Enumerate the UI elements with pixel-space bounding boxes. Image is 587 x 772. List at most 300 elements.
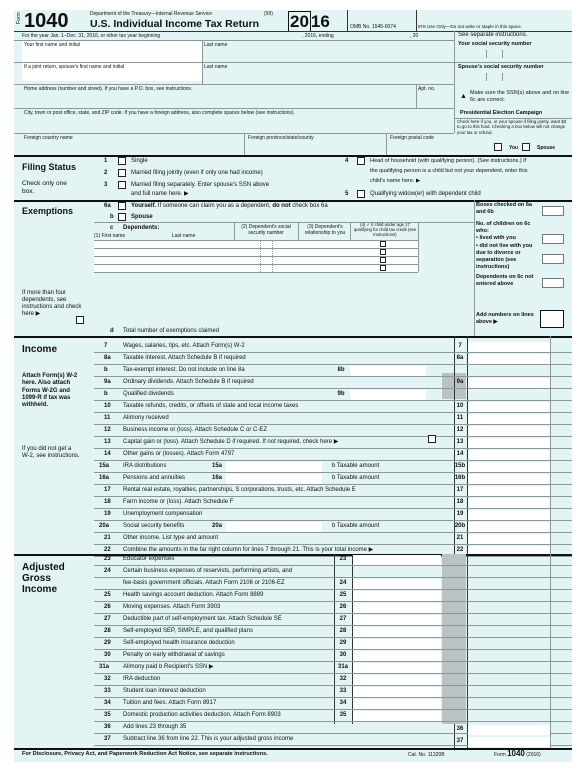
agi-line-amount[interactable] (353, 711, 441, 721)
qw-checkbox[interactable] (357, 190, 365, 198)
agi-row-rule (94, 565, 572, 566)
income-line-text: Combine the amounts in the far right column for lines 7 through 21. This is your total income ▶ (123, 547, 374, 553)
income-line-text: Other income. List type and amount (123, 535, 219, 541)
income-line-text: Wages, salaries, tips, etc. Attach Form(s) W-2 (123, 343, 245, 349)
income-line-amount[interactable] (468, 426, 550, 436)
agi-row-rule (94, 661, 572, 662)
income-line-amount[interactable] (468, 474, 550, 484)
income-mid-amount[interactable] (226, 462, 322, 472)
rule (416, 10, 417, 31)
agi-row-rule (94, 613, 572, 614)
yourself-text (131, 203, 328, 210)
rule (347, 10, 348, 31)
pec-spouse-checkbox[interactable] (522, 143, 530, 151)
income-line-amount[interactable] (468, 522, 550, 532)
rule (550, 554, 551, 748)
tax-year-text: For the year Jan. 1–Dec. 31, 2016, or other tax year beginning (22, 33, 161, 39)
exr-6: Add numbers on lines above ▶ (476, 312, 534, 325)
income-taxable-label: b Taxable amount (332, 475, 380, 481)
rule (550, 336, 551, 554)
income-line-number: 16a (99, 475, 110, 481)
agi-line-number: 37 (104, 736, 111, 742)
agi-line-number: 30 (104, 652, 111, 658)
footer-form-number: 1040 (507, 749, 525, 758)
agi-line-amount[interactable] (353, 675, 441, 685)
agi-row-rule (94, 685, 572, 686)
income-row-rule (94, 508, 572, 509)
income-row-rule (94, 364, 572, 365)
agi-line-ref: 35 (339, 712, 347, 718)
agi-line-ref: 25 (339, 592, 347, 598)
comma-20: , 20 (410, 33, 419, 39)
income-line-number: 11 (104, 415, 111, 421)
agi-line-number: 31a (99, 664, 110, 670)
agi-line-number: 29 (104, 640, 111, 646)
agi-line-text: Domestic production activities deduction. Attach Form 8903 (123, 712, 281, 718)
income-line-text: Pensions and annuities (123, 475, 186, 481)
agi-line-ref: 33 (339, 688, 347, 694)
ex-total-box[interactable] (540, 310, 564, 328)
agi-line-amount[interactable] (353, 555, 441, 565)
spouse-label: Spouse (131, 214, 153, 220)
dep-col1: (1) First name (94, 233, 126, 239)
rule (260, 240, 261, 272)
income-line-ref: 8a (456, 355, 464, 361)
income-line-ref: 22 (456, 547, 464, 553)
dep-col2: (2) Dependent's social security number (241, 224, 291, 236)
income-line-amount[interactable] (468, 462, 550, 472)
agi-line-ref: 28 (339, 628, 347, 634)
dep-child-checkbox[interactable] (380, 241, 386, 247)
line-37-ref: 37 (456, 738, 464, 744)
filing-n3: 3 (104, 182, 108, 188)
omb-number: OMB No. 1545-0074 (350, 24, 396, 30)
agi-row-rule (94, 601, 572, 602)
dep-col4: (4) ✓ if child under age 17 qualifying for child tax credit (see instructions) (353, 222, 417, 237)
income-sub-ref: 8b (337, 367, 345, 373)
address-label: Home address (number and street). If you have a P.O. box, see instructions. (24, 86, 193, 92)
income-line-amount[interactable] (468, 414, 550, 424)
income-line-text: Social security benefits (123, 523, 185, 529)
pec-spouse-label: Spouse (537, 145, 556, 151)
ex-count-other[interactable] (542, 278, 564, 288)
dependent-row[interactable] (94, 257, 418, 264)
spouse-ssn-label: Spouse's social security number (458, 64, 544, 70)
income-line-text: Capital gain or (loss). Attach Schedule D if required. If not required, check here ▶ (123, 439, 339, 445)
income-line-text: Business income or (loss). Attach Schedule C or C-EZ (123, 427, 268, 433)
income-row-rule (94, 460, 572, 461)
exemptions-title: Exemptions (22, 206, 74, 216)
ex-6c: c (110, 225, 114, 231)
agi-title-2: Gross (22, 573, 51, 584)
agi-line-number: 23 (104, 556, 111, 562)
mfs-label-2: and full name here. ▶ (131, 191, 189, 197)
income-line-ref: 7 (458, 343, 462, 349)
rule (467, 554, 468, 748)
income-line-amount[interactable] (468, 510, 550, 520)
form-number: 1040 (24, 10, 69, 32)
income-line-text: IRA distributions (123, 463, 167, 469)
income-line-ref: 21 (456, 535, 464, 541)
agi-line-number: 33 (104, 688, 111, 694)
income-line-ref: 14 (456, 451, 464, 457)
income-line-ref: 9a (456, 379, 464, 385)
income-line-number: b (104, 391, 108, 397)
income-line-amount[interactable] (468, 486, 550, 496)
agi-line-amount[interactable] (353, 639, 441, 649)
form-title: U.S. Individual Income Tax Return (90, 18, 259, 30)
income-line-number: 8a (104, 355, 111, 361)
year-prefix: 20 (290, 12, 309, 31)
income-line-ref: 13 (456, 439, 464, 445)
ex-count-6ab[interactable] (542, 206, 564, 216)
rule (94, 272, 418, 273)
agi-line-amount[interactable] (353, 651, 441, 661)
apt-label: Apt. no. (418, 86, 436, 92)
income-line-text: Other gains or (losses). Attach Form 4797 (123, 451, 235, 457)
income-line-number: 15a (99, 463, 110, 469)
agi-line-number: 26 (104, 604, 111, 610)
agi-line-amount[interactable] (353, 663, 441, 673)
agi-line-ref: 26 (339, 604, 347, 610)
last-name-label: Last name (204, 42, 228, 48)
rule (418, 222, 419, 272)
income-line-ref: 18 (456, 499, 464, 505)
income-row-rule (94, 532, 572, 533)
hoh-checkbox[interactable] (357, 157, 365, 165)
income-line-text: Qualified dividends (123, 391, 174, 397)
capital-gain-checkbox[interactable] (428, 435, 436, 443)
footer-form-year: (2016) (526, 752, 541, 758)
income-line-amount[interactable] (468, 354, 550, 364)
income-line-amount[interactable] (468, 450, 550, 460)
agi-line-number: 25 (104, 592, 111, 598)
agi-row-rule (94, 721, 572, 722)
income-line-ref: 12 (456, 427, 464, 433)
mfs-checkbox[interactable] (118, 181, 126, 189)
income-row-rule (94, 436, 572, 437)
agi-line-number: 24 (104, 568, 111, 574)
agi-line-ref: 24 (339, 580, 347, 586)
filing-n4: 4 (345, 158, 349, 164)
agi-line-ref: 32 (339, 676, 347, 682)
line-36-ref: 36 (456, 726, 464, 732)
single-checkbox[interactable] (118, 157, 126, 165)
dep-child-checkbox[interactable] (380, 265, 386, 271)
agi-line-number: 28 (104, 628, 111, 634)
income-line-ref: 19 (456, 511, 464, 517)
filing-n1: 1 (104, 158, 108, 164)
income-taxable-label: b Taxable amount (332, 523, 380, 529)
spouse-first-label: If a joint return, spouse's first name and initial (24, 64, 125, 70)
agi-line-amount[interactable] (353, 687, 441, 697)
income-row-rule (94, 376, 572, 377)
income-line-text: Taxable interest. Attach Schedule B if required (123, 355, 246, 361)
agi-line-number: 32 (104, 676, 111, 682)
filing-status-title: Filing Status (22, 162, 76, 172)
income-line-number: b (104, 367, 108, 373)
agi-line-text: Add lines 23 through 35 (123, 724, 187, 730)
income-line-number: 19 (104, 511, 111, 517)
exr-1: Boxes checked on 6a and 6b (476, 202, 532, 215)
agi-line-text: Deductible part of self-employment tax. Attach Schedule SE (123, 616, 282, 622)
rule (14, 62, 572, 63)
income-line-text: Taxable refunds, credits, or offsets of state and local income taxes (123, 403, 299, 409)
agi-line-amount[interactable] (353, 591, 441, 601)
agi-line-ref: 23 (339, 556, 347, 562)
income-line-number: 10 (104, 403, 111, 409)
ex-6a: 6a (104, 203, 111, 209)
dep-child-checkbox[interactable] (380, 249, 386, 255)
income-line-text: Farm income or (loss). Attach Schedule F (123, 499, 234, 505)
agi-line-number: 34 (104, 700, 111, 706)
line-36-amount[interactable] (468, 725, 550, 735)
rule (14, 108, 454, 109)
spouse-checkbox[interactable] (118, 213, 126, 221)
year-suffix: 16 (310, 12, 330, 31)
dept-code: (99) (264, 11, 273, 17)
income-title: Income (22, 344, 58, 355)
agi-row-rule (94, 589, 572, 590)
income-row-rule (94, 472, 572, 473)
exr-4: • did not live with you due to divorce or separation (see instructions) (476, 243, 533, 270)
yourself-end: check box 6a (290, 203, 328, 209)
foreign-province-label: Foreign province/state/county (248, 135, 314, 141)
income-row-rule (94, 412, 572, 413)
pec-you-checkbox[interactable] (494, 143, 502, 151)
rule (14, 336, 572, 338)
cat-number: Cat. No. 11320B (408, 752, 445, 758)
income-line-ref: 17 (456, 487, 464, 493)
income-line-amount[interactable] (468, 438, 550, 448)
ex-count-lived[interactable] (542, 234, 564, 244)
agi-line-text: Tuition and fees. Attach Form 8917 (123, 700, 217, 706)
see-separate: See separate instructions. (458, 32, 528, 38)
income-mid-ref: 16a (211, 475, 222, 481)
yourself-checkbox[interactable] (118, 202, 126, 210)
agi-line-ref: 29 (339, 640, 347, 646)
agi-line-amount[interactable] (353, 699, 441, 709)
qw-label: Qualifying widow(er) with dependent child (370, 191, 481, 197)
income-line-text: Unemployment compensation (123, 511, 203, 517)
foreign-country-label: Foreign country name (24, 135, 73, 141)
footer-form (494, 749, 541, 760)
line-37-amount[interactable] (468, 737, 550, 747)
income-line-amount[interactable] (468, 378, 550, 388)
dependent-row[interactable] (94, 241, 418, 248)
agi-title-1: Adjusted (22, 562, 65, 573)
rule (416, 84, 417, 108)
ex-count-notlived[interactable] (542, 254, 564, 264)
first-name-label: Your first name and initial (24, 42, 80, 48)
income-sub-amount[interactable] (350, 366, 426, 376)
income-row-rule (94, 484, 572, 485)
yourself-mid: If someone can claim you as a dependent, (156, 203, 273, 209)
dependents-label: Dependents: (123, 225, 160, 231)
income-line-amount[interactable] (468, 498, 550, 508)
filing-status-sub: Check only one box. (22, 180, 67, 195)
income-line-text: Ordinary dividends. Attach Schedule B if required (123, 379, 254, 385)
ex-6d: d (110, 328, 114, 334)
income-row-rule (94, 388, 572, 389)
income-line-text: Rental real estate, royalties, partnerships, S corporations, trusts, etc. Attach Schedule E (123, 487, 356, 493)
rule (334, 554, 335, 724)
income-sub-amount[interactable] (350, 390, 426, 400)
income-line-amount[interactable] (468, 342, 550, 352)
rule (14, 748, 572, 750)
agi-line-ref: 30 (339, 652, 347, 658)
agi-row-rule (94, 625, 572, 626)
income-line-text: Alimony received (123, 415, 169, 421)
mfs-label: Married filing separately. Enter spouse's SSN above (131, 182, 270, 188)
triangle-icon: ▲ (460, 93, 467, 100)
income-line-ref: 20b (454, 523, 466, 529)
hoh-label: Head of household (with qualifying person). (See instructions.) If (370, 158, 527, 164)
agi-line-text: Self-employed SEP, SIMPLE, and qualified plans (123, 628, 253, 634)
income-row-rule (94, 400, 572, 401)
tax-year (288, 12, 330, 32)
income-line-number: 22 (104, 547, 111, 553)
agi-line-amount[interactable] (353, 603, 441, 613)
income-line-ref: 16b (454, 475, 466, 481)
irs-use-only: IRS Use Only—Do not write or staple in this space. (418, 24, 522, 29)
agi-row-rule (94, 697, 572, 698)
income-sub-ref: 9b (337, 391, 345, 397)
dep-col1b: Last name (172, 233, 196, 239)
agi-line-text: Penalty on early withdrawal of savings (123, 652, 225, 658)
agi-line-text: IRA deduction (123, 676, 161, 682)
agi-line-ref: 27 (339, 616, 347, 622)
ending-text: , 2016, ending (302, 33, 334, 39)
agi-line-text: Educator expenses (123, 556, 175, 562)
ssn-note: Make sure the SSN(s) above and on line 6c are correct. (470, 90, 570, 103)
rule (244, 133, 245, 155)
agi-line-text: Student loan interest deduction (123, 688, 206, 694)
dept-name: Department of the Treasury—Internal Revenue Service (90, 11, 213, 17)
agi-line-number: 27 (104, 616, 111, 622)
yourself-bold: Yourself. (131, 203, 157, 209)
agi-line-text: Self-employed health insurance deduction (123, 640, 235, 646)
rule (474, 200, 475, 336)
exr-3: • lived with you (476, 235, 516, 241)
more-dependents-text: If more than four dependents, see instructions and check here ▶ (22, 290, 82, 317)
agi-line-text: Subtract line 36 from line 22. This is your adjusted gross income (123, 736, 294, 742)
no-w2-note: If you did not get a W-2, see instructions. (22, 446, 80, 460)
agi-line-ref: 31a (337, 664, 348, 670)
dependent-row[interactable] (94, 249, 418, 256)
income-line-number: 18 (104, 499, 111, 505)
income-line-number: 17 (104, 487, 111, 493)
total-exemptions-label: Total number of exemptions claimed (123, 328, 220, 334)
income-row-rule (94, 496, 572, 497)
income-row-rule (94, 352, 572, 353)
income-taxable-label: b Taxable amount (332, 463, 380, 469)
rule (502, 73, 503, 81)
income-line-ref: 10 (456, 403, 464, 409)
rule (272, 240, 273, 272)
agi-line-text: Moving expenses. Attach Form 3903 (123, 604, 221, 610)
pec-you-label: You (509, 145, 519, 151)
footer-form-word: Form (494, 752, 506, 758)
income-mid-ref: 20a (211, 523, 222, 529)
agi-line-text: Certain business expenses of reservists, performing artists, and (123, 568, 293, 574)
agi-row-rule (94, 709, 572, 710)
income-line-amount[interactable] (468, 534, 550, 544)
exr-5: Dependents on 6c not entered above (476, 274, 534, 287)
income-line-number: 21 (104, 535, 111, 541)
income-line-number: 7 (104, 343, 108, 349)
dep-col3: (3) Dependent's relationship to you (304, 224, 346, 236)
agi-line-number: 36 (104, 724, 111, 730)
income-line-number: 12 (104, 427, 111, 433)
filing-n5: 5 (345, 191, 349, 197)
yourself-donot: do not (272, 203, 291, 209)
income-line-number: 14 (104, 451, 111, 457)
income-line-number: 13 (104, 439, 111, 445)
agi-row-rule (94, 577, 572, 578)
hoh-label-3: child's name here. ▶ (370, 178, 421, 184)
ex-6b: b (110, 214, 114, 220)
income-line-amount[interactable] (468, 402, 550, 412)
agi-line-amount[interactable] (353, 615, 441, 625)
ssn-field[interactable] (456, 50, 572, 62)
hoh-label-2: the qualifying person is a child but not your dependent, enter this (370, 168, 528, 174)
mfj-label: Married filing jointly (even if only one had income) (131, 170, 263, 176)
more-dependents-checkbox[interactable] (76, 316, 84, 324)
agi-line-amount[interactable] (353, 627, 441, 637)
income-line-text: Tax-exempt interest. Do not include on line 8a (123, 367, 245, 373)
income-mid-amount[interactable] (226, 474, 322, 484)
spouse-last-label: Last name (204, 64, 228, 70)
agi-line-text: Alimony paid b Recipient's SSN ▶ (123, 664, 214, 670)
city-label: City, town or post office, state, and ZIP code. If you have a foreign address, also complete spaces below (see instructions). (24, 110, 295, 116)
income-mid-amount[interactable] (226, 522, 322, 532)
foreign-postal-label: Foreign postal code (390, 135, 434, 141)
pec-text: Check here if you, or your spouse if filing jointly, want $3 to go to this fund. Checking a box below will not change your tax or refund. (457, 119, 567, 135)
agi-title-3: Income (22, 584, 58, 595)
dependent-row[interactable] (94, 265, 418, 272)
income-row-rule (94, 424, 572, 425)
agi-row-rule (94, 637, 572, 638)
agi-row-rule (94, 673, 572, 674)
income-line-number: 20a (99, 523, 110, 529)
income-row-rule (94, 520, 572, 521)
agi-line-number: 35 (104, 712, 111, 718)
agi-line-amount[interactable] (353, 579, 441, 589)
footer-notice: For Disclosure, Privacy Act, and Paperwork Reduction Act Notice, see separate instructions. (22, 751, 268, 757)
pec-title: Presidential Election Campaign (460, 110, 543, 116)
agi-line-text: fee-basis government officials. Attach Form 2106 or 2106-EZ (123, 580, 285, 586)
income-line-ref: 15b (454, 463, 466, 469)
rule (14, 133, 454, 134)
rule (386, 133, 387, 155)
filing-n2: 2 (104, 170, 108, 176)
rule (486, 73, 487, 81)
agi-shade (442, 554, 466, 724)
mfj-checkbox[interactable] (118, 169, 126, 177)
exr-2: No. of children on 6c who: (476, 221, 531, 234)
agi-line-ref: 34 (339, 700, 347, 706)
agi-line-text: Health savings account deduction. Attach Form 8889 (123, 592, 264, 598)
dep-child-checkbox[interactable] (380, 257, 386, 263)
income-line-number: 9a (104, 379, 111, 385)
income-line-ref: 11 (456, 415, 464, 421)
rule (14, 554, 572, 556)
rule (14, 155, 572, 157)
single-label: Single (131, 158, 148, 164)
attach-note: Attach Form(s) W-2 here. Also attach Forms W-2G and 1099-R if tax was withheld. (22, 373, 78, 409)
income-mid-ref: 15a (211, 463, 222, 469)
